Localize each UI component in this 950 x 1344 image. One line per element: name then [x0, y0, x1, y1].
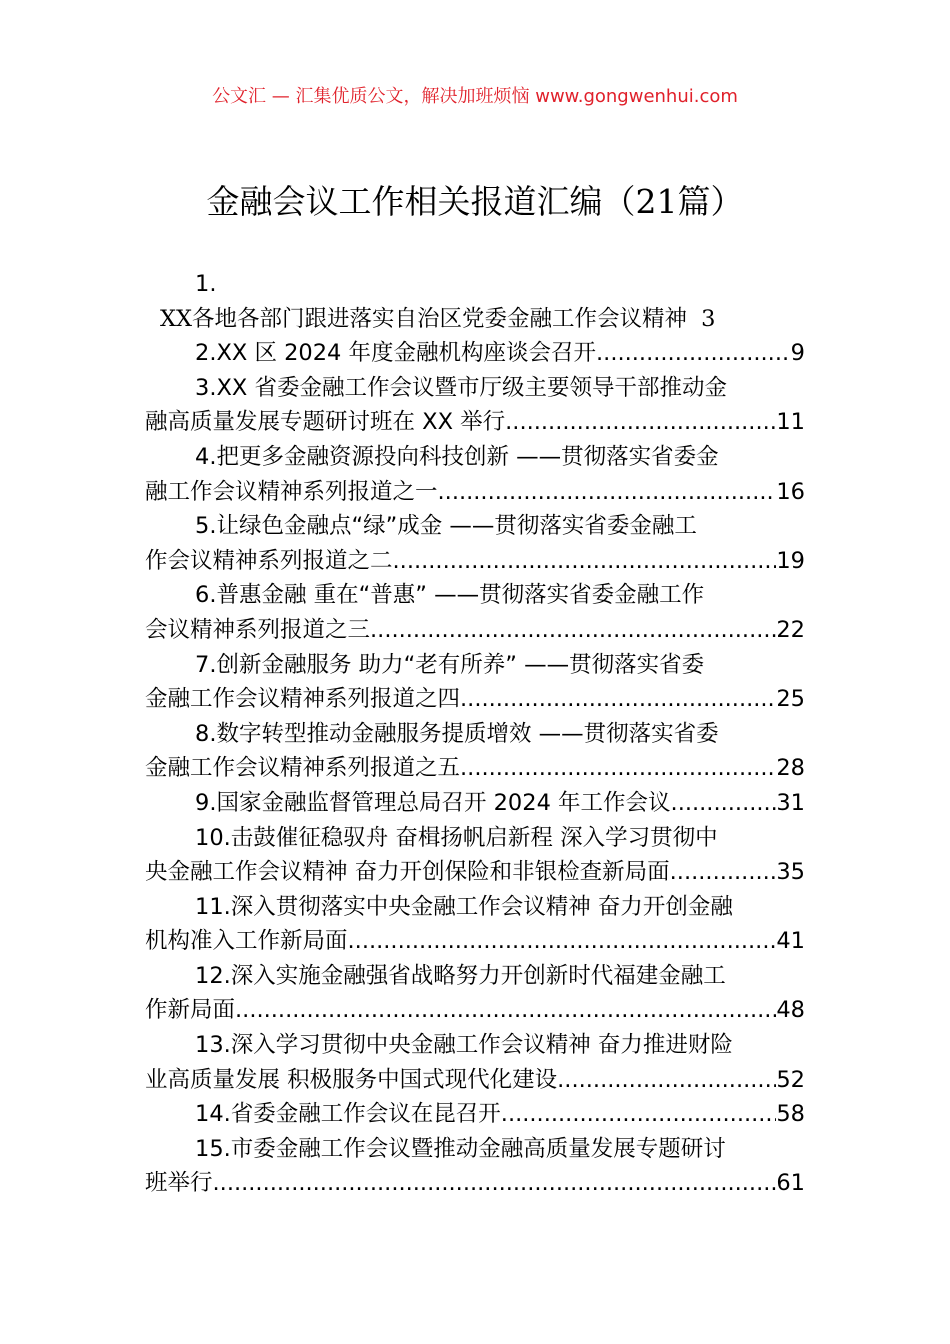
entry-title: 14.省委金融工作会议在昆召开: [195, 1101, 501, 1128]
entry-title: 5.让绿色金融点“绿”成金 ——贯彻落实省委金融工: [195, 513, 697, 540]
dot-leader: [348, 924, 777, 959]
page-number: 28: [776, 755, 805, 782]
toc-entry-2[interactable]: [145, 336, 805, 371]
toc-line: [145, 924, 805, 959]
dot-leader: [235, 993, 776, 1028]
entry-title: 15.市委金融工作会议暨推动金融高质量发展专题研讨: [195, 1135, 726, 1162]
entry-title: 9.国家金融监督管理总局召开 2024 年工作会议: [195, 789, 671, 816]
entry-title-prefix: XX: [160, 305, 193, 332]
entry-title: 10.击鼓催征稳驭舟 奋楫扬帆启新程 深入学习贯彻中: [195, 824, 718, 851]
toc-line: [145, 1166, 805, 1201]
entry-title: 各地各部门跟进落实自治区党委金融工作会议精神: [192, 305, 688, 332]
entry-title-cont: 融工作会议精神系列报道之一: [145, 478, 438, 505]
entry-title-cont: 会议精神系列报道之三: [145, 616, 371, 643]
page-number: 41: [776, 928, 805, 955]
dot-leader: [393, 544, 777, 579]
toc-entry-13[interactable]: [145, 1028, 805, 1097]
dot-leader: [370, 613, 776, 648]
toc-line: [145, 544, 805, 579]
dot-leader: [213, 1166, 777, 1201]
toc-line: [145, 509, 805, 544]
toc-line: [145, 267, 805, 302]
entry-title: 12.深入实施金融强省战略努力开创新时代福建金融工: [195, 962, 726, 989]
toc-line: [145, 440, 805, 475]
dot-leader: [438, 475, 777, 510]
dot-leader: [501, 1097, 777, 1132]
dot-leader: [671, 786, 777, 821]
dot-leader: [557, 1063, 776, 1098]
entry-title-cont: 融高质量发展专题研讨班在 XX 举行: [145, 409, 506, 436]
dot-leader: [460, 682, 776, 717]
toc-line: [145, 786, 805, 821]
page-number: 25: [776, 686, 805, 713]
page-number: 52: [776, 1066, 805, 1093]
toc-entry-12[interactable]: [145, 959, 805, 1028]
entry-title: 11.深入贯彻落实中央金融工作会议精神 奋力开创金融: [195, 893, 733, 920]
toc-line: [145, 1097, 805, 1132]
page-number: 3: [701, 305, 716, 332]
entry-title-cont: 金融工作会议精神系列报道之四: [145, 686, 461, 713]
entry-number: 1.: [195, 271, 217, 297]
entry-title: 6.普惠金融 重在“普惠” ——贯彻落实省委金融工作: [195, 582, 705, 609]
entry-title: 3.XX 省委金融工作会议暨市厅级主要领导干部推动金: [195, 374, 727, 401]
toc-entry-15[interactable]: [145, 1132, 805, 1201]
toc-line: [145, 1132, 805, 1167]
toc-line: [145, 405, 805, 440]
entry-title: 7.创新金融服务 助力“老有所养” ——贯彻落实省委: [195, 651, 705, 678]
page-number: 16: [776, 478, 805, 505]
toc-line: [145, 993, 805, 1028]
page-number: 31: [776, 789, 805, 816]
toc-entry-5[interactable]: [145, 509, 805, 578]
page-number: 35: [776, 859, 805, 886]
toc-entry-6[interactable]: [145, 578, 805, 647]
toc-entry-9[interactable]: [145, 786, 805, 821]
toc-entry-7[interactable]: [145, 648, 805, 717]
entry-title: 2.XX 区 2024 年度金融机构座谈会召开: [195, 340, 597, 367]
table-of-contents: [145, 267, 805, 1201]
dot-leader: [505, 405, 776, 440]
page-number: 19: [776, 547, 805, 574]
toc-line: [145, 1063, 805, 1098]
entry-title: 13.深入学习贯彻中央金融工作会议精神 奋力推进财险: [195, 1032, 733, 1059]
title-count: 21: [635, 182, 678, 221]
entry-title-cont: 业高质量发展 积极服务中国式现代化建设: [145, 1066, 558, 1093]
dot-leader: [670, 855, 777, 890]
toc-line: [145, 578, 805, 613]
toc-entry-11[interactable]: [145, 890, 805, 959]
entry-title-cont: 作会议精神系列报道之二: [145, 547, 393, 574]
toc-line: [145, 371, 805, 406]
entry-title-cont: 央金融工作会议精神 奋力开创保险和非银检查新局面: [145, 859, 670, 886]
page-number: 48: [776, 997, 805, 1024]
toc-line: [145, 682, 805, 717]
header-banner: 公文汇 — 汇集优质公文，解决加班烦恼 www.gongwenhui.com: [212, 86, 738, 107]
toc-line: [145, 648, 805, 683]
toc-line: [145, 855, 805, 890]
entry-title: 4.把更多金融资源投向科技创新 ——贯彻落实省委金: [195, 443, 719, 470]
page-number: 9: [790, 340, 805, 367]
page-number: 61: [776, 1170, 805, 1197]
toc-line: [145, 717, 805, 752]
toc-entry-14[interactable]: [145, 1097, 805, 1132]
document-title: [0, 178, 950, 226]
entry-title-cont: 机构准入工作新局面: [145, 928, 348, 955]
page-number: 58: [776, 1101, 805, 1128]
toc-entry-8[interactable]: [145, 717, 805, 786]
toc-line: [145, 1028, 805, 1063]
toc-line: [145, 336, 805, 371]
toc-entry-3[interactable]: [145, 371, 805, 440]
toc-line: [145, 302, 805, 337]
toc-entry-10[interactable]: [145, 821, 805, 890]
toc-line: [145, 890, 805, 925]
dot-leader: [460, 751, 776, 786]
toc-line: [145, 613, 805, 648]
entry-title-cont: 金融工作会议精神系列报道之五: [145, 755, 461, 782]
title-prefix: 金融会议工作相关报道汇编（: [206, 182, 636, 221]
entry-title: 8.数字转型推动金融服务提质增效 ——贯彻落实省委: [195, 720, 719, 747]
page-number: 11: [776, 409, 805, 436]
dot-leader: [596, 336, 791, 371]
toc-line: [145, 959, 805, 994]
toc-entry-4[interactable]: [145, 440, 805, 509]
toc-line: [145, 751, 805, 786]
page-number: 22: [776, 616, 805, 643]
entry-title-cont: 班举行: [145, 1170, 213, 1197]
entry-title-cont: 作新局面: [145, 997, 236, 1024]
toc-line: [145, 475, 805, 510]
title-suffix: 篇）: [677, 182, 744, 221]
toc-entry-1[interactable]: [145, 267, 805, 336]
toc-line: [145, 821, 805, 856]
